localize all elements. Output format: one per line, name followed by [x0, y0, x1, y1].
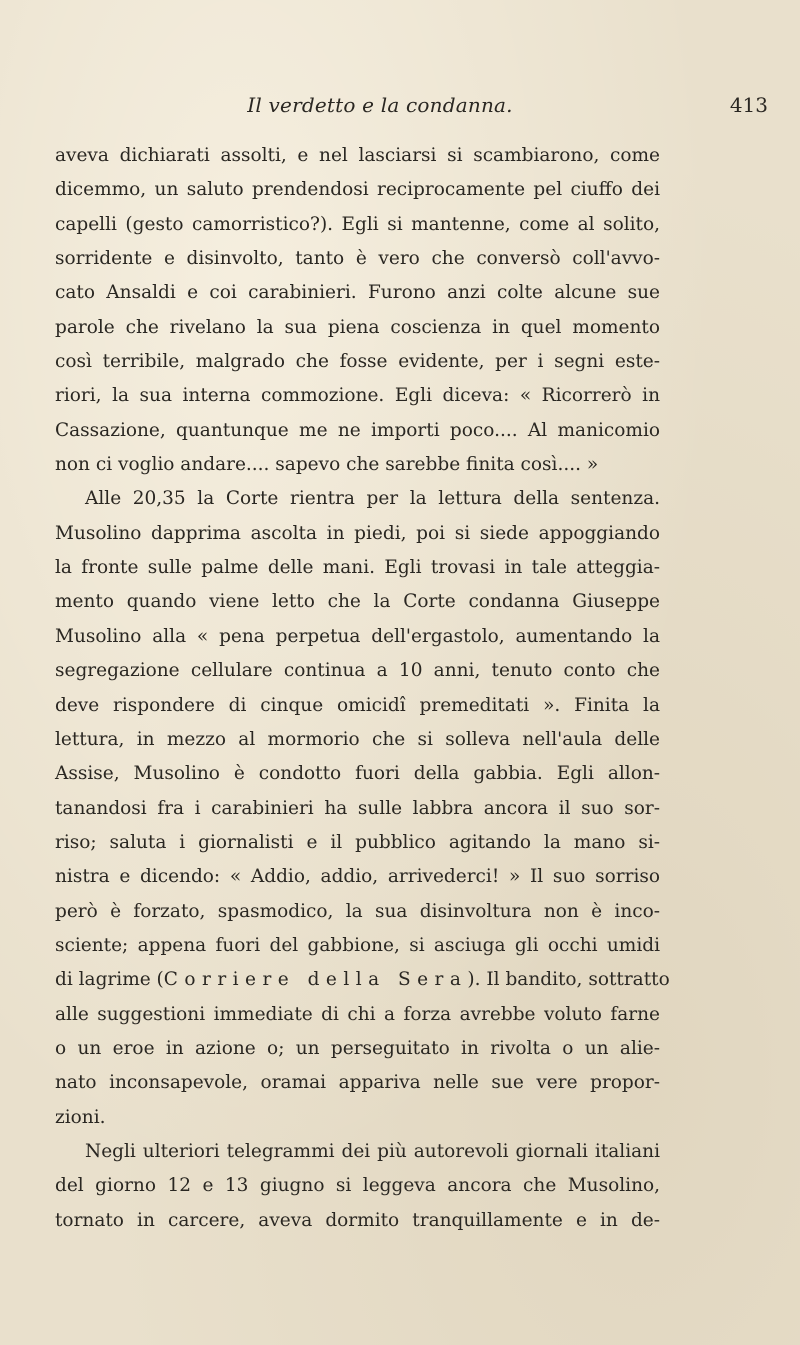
text-line: cato Ansaldi e coi carabinieri. Furono anzi colte alcune sue [55, 282, 660, 304]
text-line: parole che rivelano la sua piena coscienza in quel momento [55, 316, 660, 338]
text-line: Negli ulteriori telegrammi dei più autorevoli giornali italiani [85, 1140, 660, 1162]
text-line: Musolino alla « pena perpetua dell'ergastolo, aumentando la [55, 625, 660, 647]
paragraph-1 [55, 139, 660, 482]
text-line: però è forzato, spasmodico, la sua disinvoltura non è inco- [55, 900, 660, 922]
page-number: 413 [729, 93, 768, 117]
text-line: sciente; appena fuori del gabbione, si asciuga gli occhi umidi [55, 934, 660, 956]
text-line: mento quando viene letto che la Corte condanna Giuseppe [55, 591, 660, 613]
newspaper-title: Corriere della Sera [163, 969, 468, 991]
text-line: lettura, in mezzo al mormorio che si solleva nell'aula delle [55, 728, 660, 750]
text-line: deve rispondere di cinque omicidî premeditati ». Finita la [55, 694, 660, 716]
text-line: del giorno 12 e 13 giugno si leggeva ancora che Musolino, [55, 1175, 660, 1197]
text-line: non ci voglio andare.... sapevo che sarebbe finita così.... » [55, 454, 599, 476]
text-line: Cassazione, quantunque me ne importi poco.... Al manicomio [55, 419, 660, 441]
text-line: Alle 20,35 la Corte rientra per la lettura della sentenza. [85, 488, 660, 510]
text-line: riori, la sua interna commozione. Egli diceva: « Ricorrerò in [55, 385, 660, 407]
text-line: nistra e dicendo: « Addio, addio, arrivederci! » Il suo sorriso [55, 866, 660, 888]
paragraph-2 [55, 482, 670, 1135]
body-text [55, 139, 670, 1238]
running-head [40, 93, 768, 117]
text-line: segregazione cellulare continua a 10 anni, tenuto conto che [55, 660, 660, 682]
text-line: tornato in carcere, aveva dormito tranquillamente e in de- [55, 1209, 660, 1231]
text-line: alle suggestioni immediate di chi a forza avrebbe voluto farne [55, 1003, 660, 1025]
text-line: riso; saluta i giornalisti e il pubblico agitando la mano si- [55, 831, 660, 853]
paragraph-3 [55, 1135, 660, 1238]
text-line: o un eroe in azione o; un perseguitato in rivolta o un alie- [55, 1037, 660, 1059]
citation-line [55, 963, 670, 997]
text-line: Assise, Musolino è condotto fuori della gabbia. Egli allon- [55, 763, 660, 785]
text-line: aveva dichiarati assolti, e nel lasciarsi si scambiarono, come [55, 145, 660, 166]
text-line: capelli (gesto camorristico?). Egli si mantenne, come al solito, [55, 213, 660, 235]
text-line: zioni. [55, 1106, 106, 1128]
citation-after: ). Il bandito, sottratto [467, 969, 670, 991]
citation-before: di lagrime ( [55, 969, 164, 991]
text-line: la fronte sulle palme delle mani. Egli trovasi in tale atteggia- [55, 557, 660, 579]
text-line: sorridente e disinvolto, tanto è vero che conversò coll'avvo- [55, 248, 660, 270]
text-line: Musolino dapprima ascolta in piedi, poi si siede appoggiando [55, 522, 660, 544]
chapter-title: Il verdetto e la condanna. [247, 93, 513, 117]
text-line: dicemmo, un saluto prendendosi reciprocamente pel ciuffo dei [55, 179, 660, 201]
text-line: nato inconsapevole, oramai appariva nelle sue vere propor- [55, 1072, 660, 1094]
text-line: così terribile, malgrado che fosse evidente, per i segni este- [55, 351, 660, 373]
text-line: tanandosi fra i carabinieri ha sulle labbra ancora il suo sor- [55, 797, 660, 819]
